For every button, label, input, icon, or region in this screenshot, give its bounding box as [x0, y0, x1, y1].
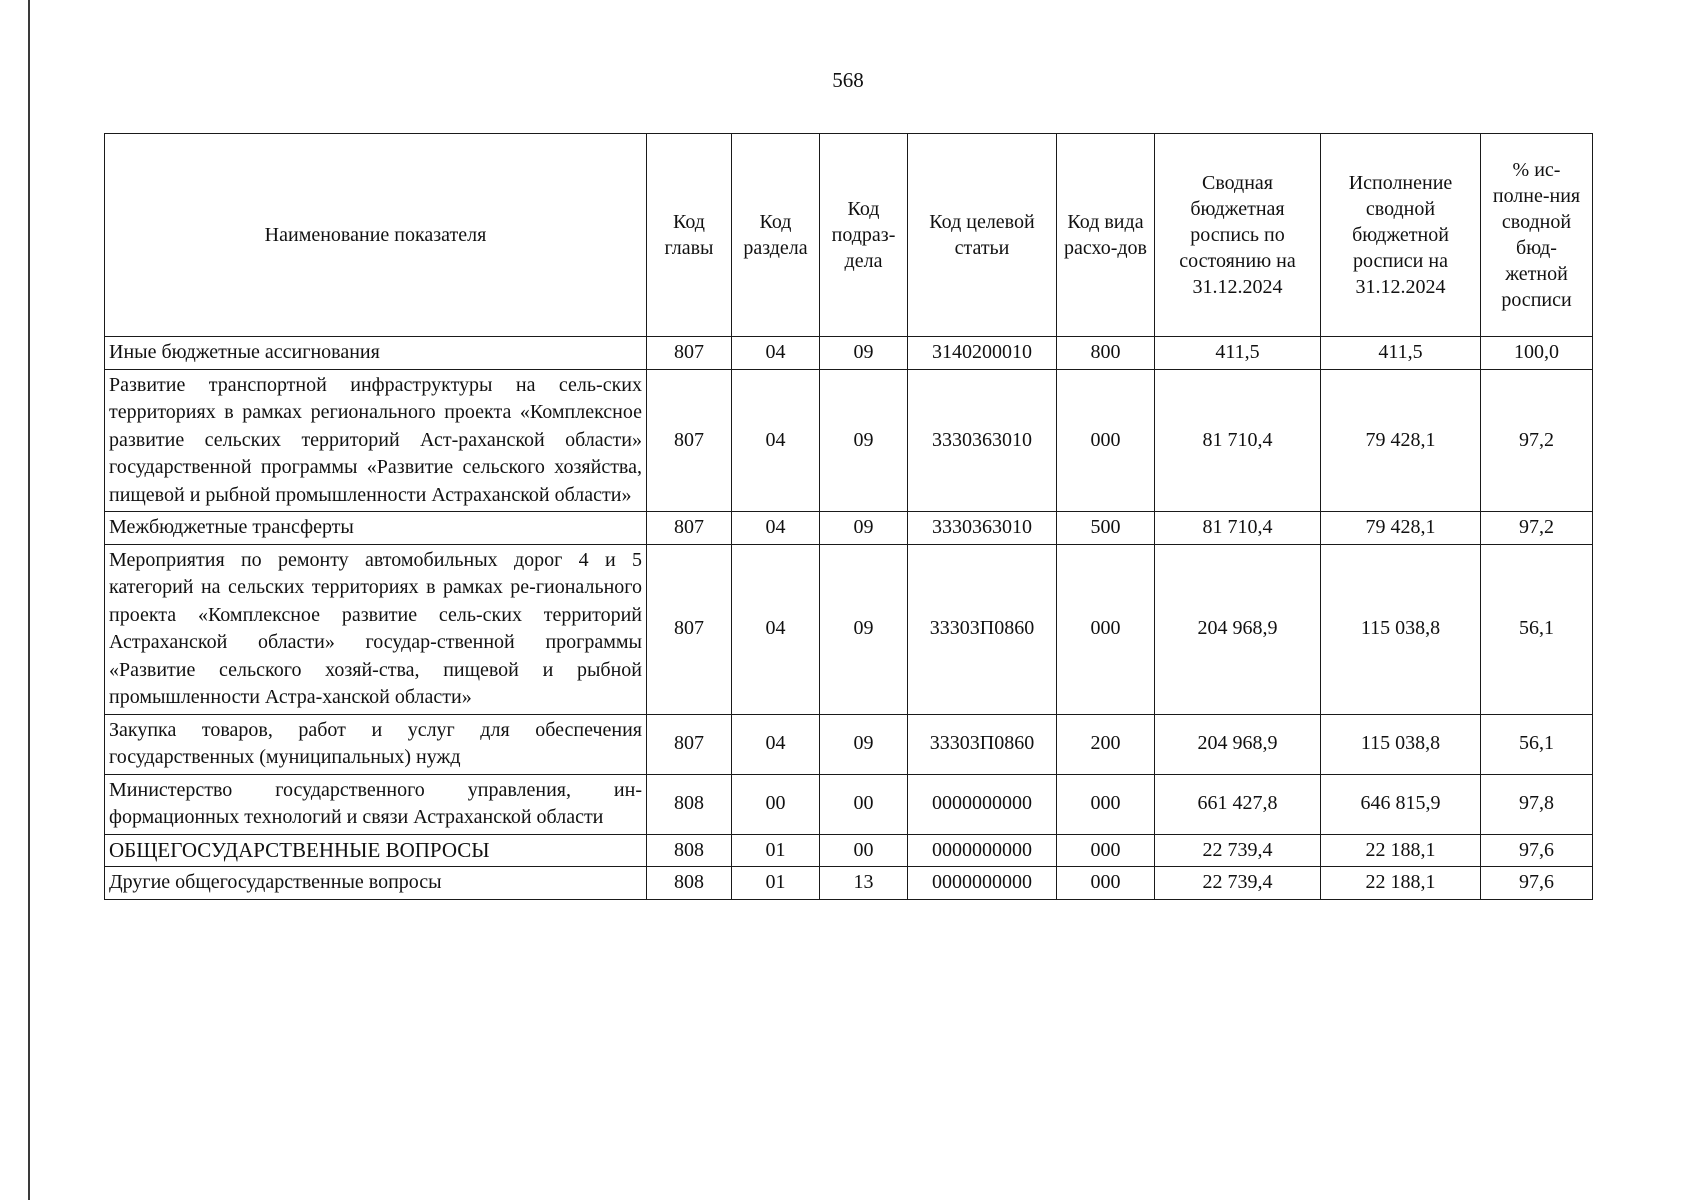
- cell-name: ОБЩЕГОСУДАРСТВЕННЫЕ ВОПРОСЫ: [105, 834, 647, 867]
- cell-consolidated-budget: 81 710,4: [1155, 369, 1321, 512]
- cell-consolidated-budget: 204 968,9: [1155, 544, 1321, 714]
- cell-name: Мероприятия по ремонту автомобильных дорог 4 и 5 категорий на сельских территориях в рамках ре-гионального проекта «Комплексное развитие сель-ских территорий Астраханской области» государ-ственной программы «Развитие сельского хозяй-ства, пищевой и рыбной промышленности Астра-ханской области»: [105, 544, 647, 714]
- cell-chapter-code: 808: [647, 834, 732, 867]
- budget-table: [104, 133, 1593, 900]
- table-header-row: [105, 134, 1593, 337]
- cell-section-code: 00: [732, 774, 820, 834]
- cell-chapter-code: 807: [647, 714, 732, 774]
- cell-target-item-code: 33303П0860: [908, 544, 1057, 714]
- scan-edge-line: [28, 0, 30, 1200]
- cell-subsection-code: 09: [820, 337, 908, 370]
- cell-percent: 97,6: [1481, 867, 1593, 900]
- cell-execution: 22 188,1: [1321, 867, 1481, 900]
- cell-consolidated-budget: 661 427,8: [1155, 774, 1321, 834]
- table-row: [105, 512, 1593, 545]
- cell-consolidated-budget: 411,5: [1155, 337, 1321, 370]
- cell-name: Закупка товаров, работ и услуг для обеспечения государственных (муниципальных) нужд: [105, 714, 647, 774]
- table-row: [105, 774, 1593, 834]
- cell-execution: 646 815,9: [1321, 774, 1481, 834]
- cell-execution: 115 038,8: [1321, 714, 1481, 774]
- cell-target-item-code: 0000000000: [908, 774, 1057, 834]
- cell-section-code: 04: [732, 714, 820, 774]
- cell-subsection-code: 09: [820, 544, 908, 714]
- cell-execution: 115 038,8: [1321, 544, 1481, 714]
- cell-percent: 97,2: [1481, 369, 1593, 512]
- cell-expense-type-code: 000: [1057, 369, 1155, 512]
- cell-consolidated-budget: 81 710,4: [1155, 512, 1321, 545]
- cell-chapter-code: 807: [647, 512, 732, 545]
- cell-percent: 97,6: [1481, 834, 1593, 867]
- header-consolidated-budget: Сводная бюджетная роспись по состоянию на 31.12.2024: [1155, 134, 1321, 337]
- cell-chapter-code: 808: [647, 867, 732, 900]
- cell-percent: 97,2: [1481, 512, 1593, 545]
- cell-expense-type-code: 200: [1057, 714, 1155, 774]
- cell-expense-type-code: 000: [1057, 867, 1155, 900]
- cell-chapter-code: 808: [647, 774, 732, 834]
- cell-name: Развитие транспортной инфраструктуры на сель-ских территориях в рамках регионального проекта «Комплексное развитие сельских территорий Аст-раханской области» государственной программы «Развитие сельского хозяйства, пищевой и рыбной промышленности Астраханской области»: [105, 369, 647, 512]
- header-name: Наименование показателя: [105, 134, 647, 337]
- table-row: [105, 544, 1593, 714]
- cell-section-code: 04: [732, 369, 820, 512]
- cell-section-code: 01: [732, 867, 820, 900]
- header-percent: % ис-полне-ния сводной бюд-жетной росписи: [1481, 134, 1593, 337]
- cell-name: Межбюджетные трансферты: [105, 512, 647, 545]
- cell-subsection-code: 00: [820, 774, 908, 834]
- cell-target-item-code: 0000000000: [908, 867, 1057, 900]
- cell-name: Другие общегосударственные вопросы: [105, 867, 647, 900]
- cell-section-code: 04: [732, 544, 820, 714]
- table-row: [105, 867, 1593, 900]
- cell-subsection-code: 13: [820, 867, 908, 900]
- table-row: [105, 337, 1593, 370]
- cell-execution: 79 428,1: [1321, 512, 1481, 545]
- table-row: [105, 834, 1593, 867]
- cell-consolidated-budget: 22 739,4: [1155, 834, 1321, 867]
- cell-chapter-code: 807: [647, 337, 732, 370]
- cell-section-code: 01: [732, 834, 820, 867]
- cell-expense-type-code: 000: [1057, 544, 1155, 714]
- cell-consolidated-budget: 22 739,4: [1155, 867, 1321, 900]
- cell-subsection-code: 09: [820, 512, 908, 545]
- cell-expense-type-code: 000: [1057, 774, 1155, 834]
- cell-target-item-code: 3330363010: [908, 369, 1057, 512]
- cell-target-item-code: 0000000000: [908, 834, 1057, 867]
- cell-chapter-code: 807: [647, 544, 732, 714]
- page-number: 568: [832, 68, 864, 92]
- header-target-item-code: Код целевой статьи: [908, 134, 1057, 337]
- cell-percent: 97,8: [1481, 774, 1593, 834]
- cell-chapter-code: 807: [647, 369, 732, 512]
- cell-subsection-code: 09: [820, 714, 908, 774]
- cell-consolidated-budget: 204 968,9: [1155, 714, 1321, 774]
- header-chapter-code: Код главы: [647, 134, 732, 337]
- cell-subsection-code: 00: [820, 834, 908, 867]
- table-row: [105, 714, 1593, 774]
- cell-subsection-code: 09: [820, 369, 908, 512]
- cell-target-item-code: 3330363010: [908, 512, 1057, 545]
- cell-execution: 22 188,1: [1321, 834, 1481, 867]
- cell-percent: 100,0: [1481, 337, 1593, 370]
- cell-expense-type-code: 500: [1057, 512, 1155, 545]
- table-row: [105, 369, 1593, 512]
- cell-name: Министерство государственного управления, ин-формационных технологий и связи Астраханской области: [105, 774, 647, 834]
- cell-execution: 411,5: [1321, 337, 1481, 370]
- cell-section-code: 04: [732, 337, 820, 370]
- cell-percent: 56,1: [1481, 544, 1593, 714]
- header-section-code: Код раздела: [732, 134, 820, 337]
- cell-target-item-code: 33303П0860: [908, 714, 1057, 774]
- cell-percent: 56,1: [1481, 714, 1593, 774]
- cell-execution: 79 428,1: [1321, 369, 1481, 512]
- cell-expense-type-code: 000: [1057, 834, 1155, 867]
- cell-target-item-code: 3140200010: [908, 337, 1057, 370]
- cell-section-code: 04: [732, 512, 820, 545]
- header-expense-type-code: Код вида расхо-дов: [1057, 134, 1155, 337]
- header-execution: Исполнение сводной бюджетной росписи на 31.12.2024: [1321, 134, 1481, 337]
- cell-name: Иные бюджетные ассигнования: [105, 337, 647, 370]
- header-subsection-code: Код подраз-дела: [820, 134, 908, 337]
- cell-expense-type-code: 800: [1057, 337, 1155, 370]
